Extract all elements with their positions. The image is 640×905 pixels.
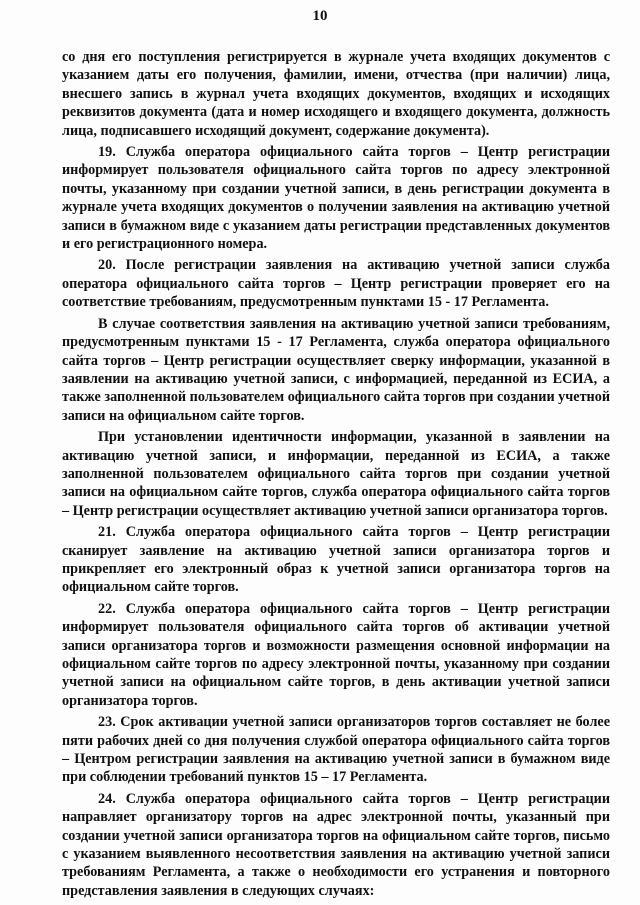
paragraph-clause-22: 22. Служба оператора официального сайта торгов – Центр регистрации информирует пользователя официального сайта торгов об активации учетной записи организатора торгов и возможности размещения основной информации на официальном сайте торгов по адресу электронной почты, указанному при создании учетной записи на официальном сайте торгов, в день активации учетной записи организатора торгов. bbox=[62, 600, 610, 709]
paragraph-clause-19: 19. Служба оператора официального сайта торгов – Центр регистрации информирует пользователя официального сайта торгов по адресу электронной почты, указанному при создании учетной записи, в день регистрации документа в журнале учета входящих документов о получении заявления на активацию учетной записи в бумажном виде с указанием даты регистрации представленных документов и его регистрационного номера. bbox=[62, 144, 610, 253]
paragraph-clause-23: 23. Срок активации учетной записи организаторов торгов составляет не более пяти рабочих дней со дня получения службой оператора официального сайта торгов – Центром регистрации заявления на активацию учетной записи в бумажном виде при соблюдении требований пунктов 15 – 17 Регламента. bbox=[62, 714, 610, 786]
paragraph-clause-24: 24. Служба оператора официального сайта торгов – Центр регистрации направляет организатору торгов на адрес электронной почты, указанный при создании учетной записи организатора торгов на официальном сайте торгов, письмо с указанием выявленного несоответствия заявления на активацию учетной записи требованиям Регламента, а также о необходимости его устранения и повторного представления заявления в следующих случаях: bbox=[62, 790, 610, 899]
paragraph-continuation: со дня его поступления регистрируется в журнале учета входящих документов с указанием даты его получения, фамилии, имени, отчества (при наличии) лица, внесшего запись в журнал учета входящих документов, входящих и исходящих реквизитов документа (дата и номер исходящего и входящего документа, должность лица, подписавшего исходящий документ, содержание документа). bbox=[62, 49, 610, 139]
document-body bbox=[62, 48, 610, 903]
page-number: 10 bbox=[312, 8, 328, 24]
paragraph-clause-21: 21. Служба оператора официального сайта торгов – Центр регистрации сканирует заявление на активацию учетной записи организатора торгов и прикрепляет его электронный образ к учетной записи организатора торгов на официальном сайте торгов. bbox=[62, 524, 610, 596]
paragraph-clause-20-activation: При установлении идентичности информации, указанной в заявлении на активацию учетной записи, и информации, переданной из ЕСИА, а также заполненной пользователем официального сайта торгов при создании учетной записи на официальном сайте торгов, служба оператора официального сайта торгов – Центр регистрации осуществляет активацию учетной записи организатора торгов. bbox=[62, 429, 610, 519]
paragraph-clause-20: 20. После регистрации заявления на активацию учетной записи служба оператора официального сайта торгов – Центр регистрации проверяет его на соответствие требованиям, предусмотренным пунктами 15 - 17 Регламента. bbox=[62, 257, 610, 311]
paragraph-clause-20-verification: В случае соответствия заявления на активацию учетной записи требованиям, предусмотренным пунктами 15 - 17 Регламента, служба оператора официального сайта торгов – Центр регистрации осуществляет сверку информации, указанной в заявлении на активацию учетной записи, с информацией, переданной из ЕСИА, а также заполненной пользователем официального сайта торгов при создании учетной записи на официальном сайте торгов. bbox=[62, 315, 610, 424]
